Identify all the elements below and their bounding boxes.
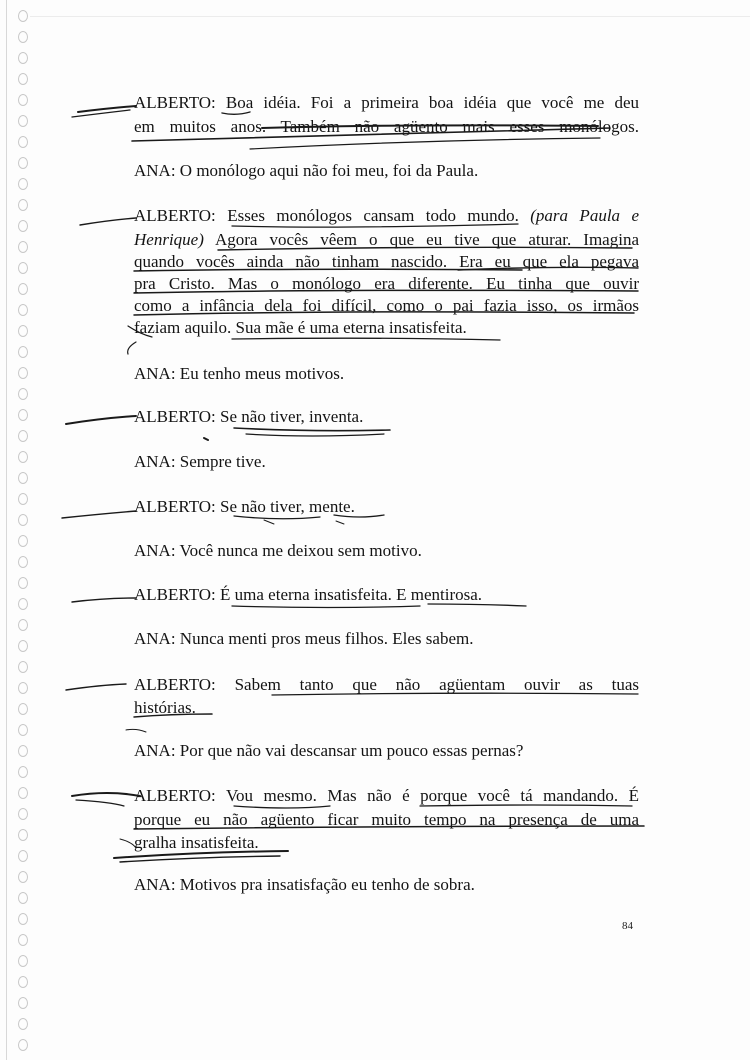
dialogue-line: ALBERTO: Boa idéia. Foi a primeira boa idéia que você me deu — [134, 93, 639, 112]
dialogue-line: ANA: Por que não vai descansar um pouco essas pernas? — [134, 741, 524, 760]
dialogue-line — [134, 205, 639, 227]
dialogue-line: gralha insatisfeita. — [134, 833, 259, 852]
dialogue-line: porque eu não agüento ficar muito tempo na presença de uma — [134, 810, 639, 829]
dialogue-line: ANA: O monólogo aqui não foi meu, foi da Paula. — [134, 161, 479, 180]
dialogue-line: em muitos anos. Também não agüento mais esses monólogos. — [134, 117, 639, 136]
dialogue-line: ANA: Você nunca me deixou sem motivo. — [134, 541, 422, 560]
dialogue-line: ANA: Sempre tive. — [134, 452, 266, 471]
dialogue-line: ALBERTO: Vou mesmo. Mas não é porque você tá mandando. É — [134, 786, 639, 805]
dialogue-text: ALBERTO: Esses monólogos cansam todo mundo. — [134, 206, 531, 225]
dialogue-line: faziam aquilo. Sua mãe é uma eterna insatisfeita. — [134, 318, 467, 337]
dialogue-line: ANA: Motivos pra insatisfação eu tenho de sobra. — [134, 875, 475, 894]
stage-direction: Henrique) — [134, 230, 204, 249]
page-number: 84 — [622, 920, 633, 932]
dialogue-line: ANA: Eu tenho meus motivos. — [134, 364, 345, 383]
dialogue-line: histórias. — [134, 698, 196, 717]
dialogue-line: como a infância dela foi difícil, como o pai fazia isso, os irmãos — [134, 296, 639, 315]
dialogue-line: pra Cristo. Mas o monólogo era diferente. Eu tinha que ouvir — [134, 274, 639, 293]
dialogue-line: ALBERTO: Se não tiver, inventa. — [134, 407, 364, 426]
dialogue-line — [134, 229, 639, 251]
dialogue-line: quando vocês ainda não tinham nascido. Era eu que ela pegava — [134, 252, 639, 271]
dialogue-line: ANA: Nunca menti pros meus filhos. Eles sabem. — [134, 629, 474, 648]
dialogue-line: ALBERTO: É uma eterna insatisfeita. E mentirosa. — [134, 585, 483, 604]
dialogue-text: Agora vocês vêem o que eu tive que aturar. Imagina — [203, 230, 639, 249]
stage-direction: (para Paula e — [530, 206, 639, 225]
dialogue-line: ALBERTO: Sabem tanto que não agüentam ouvir as tuas — [134, 675, 639, 694]
dialogue-line: ALBERTO: Se não tiver, mente. — [134, 497, 355, 516]
